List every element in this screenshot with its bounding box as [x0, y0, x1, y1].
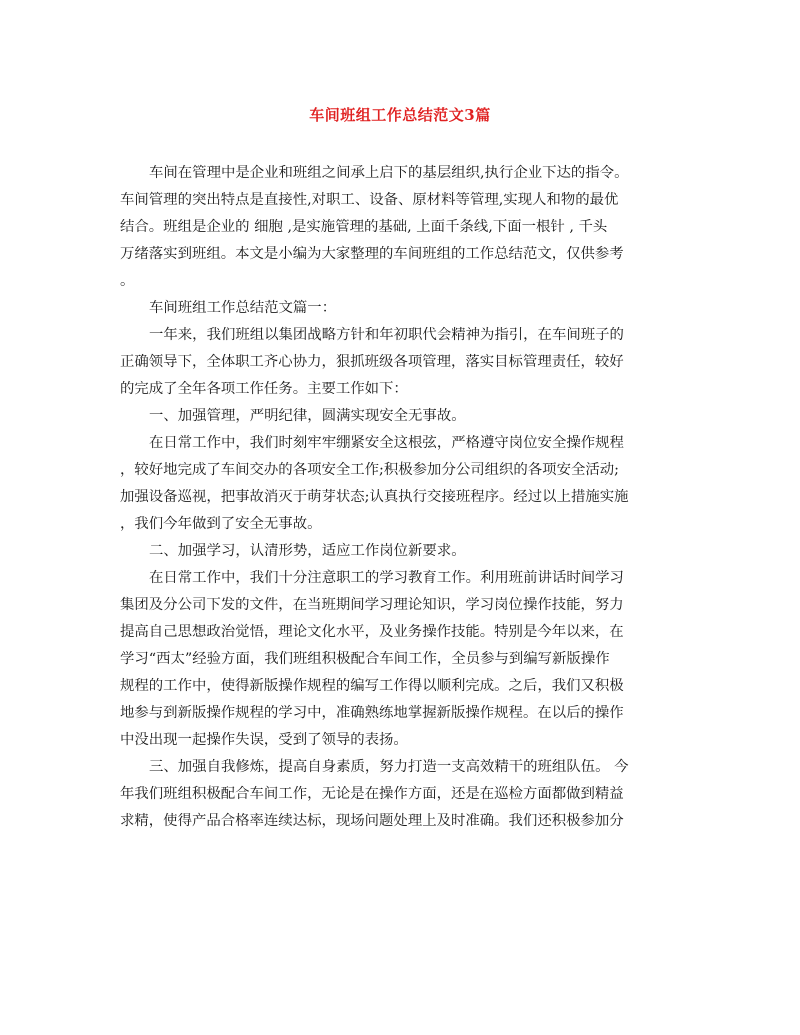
- text-line: 在日常工作中，我们时刻牢牢绷紧安全这根弦，严格遵守岗位安全操作规程: [149, 435, 624, 451]
- text-line: 结合。班组是企业的 细胞 ,是实施管理的基础, 上面千条线,下面一根针 , 千头: [120, 219, 608, 235]
- text-line: 万绪落实到班组。本文是小编为大家整理的车间班组的工作总结范文，仅供参考: [120, 246, 624, 262]
- document-body: [120, 160, 680, 835]
- text-line: 车间管理的突出特点是直接性,对职工、设备、原材料等管理,实现人和物的最优: [120, 192, 619, 208]
- text-line: 求精，使得产品合格率连续达标，现场问题处理上及时准确。我们还积极参加分: [120, 813, 624, 829]
- text-line: 年我们班组积极配合车间工作，无论是在操作方面，还是在巡检方面都做到精益: [120, 786, 624, 802]
- text-line: 一、加强管理，严明纪律，圆满实现安全无事故。: [149, 408, 466, 424]
- text-line: 地参与到新版操作规程的学习中，准确熟练地掌握新版操作规程。在以后的操作: [120, 705, 624, 721]
- text-line: ，我们今年做到了安全无事故。: [120, 516, 322, 532]
- text-line: 中没出现一起操作失误，受到了领导的表扬。: [120, 732, 408, 748]
- text-line: 集团及分公司下发的文件，在当班期间学习理论知识，学习岗位操作技能，努力: [120, 597, 624, 613]
- document-title: 车间班组工作总结范文3篇: [309, 106, 491, 124]
- text-line: 正确领导下，全体职工齐心协力，狠抓班级各项管理，落实目标管理责任，较好: [120, 354, 624, 370]
- text-line: 加强设备巡视，把事故消灭于萌芽状态;认真执行交接班程序。经过以上措施实施: [120, 489, 629, 505]
- text-line: 在日常工作中，我们十分注意职工的学习教育工作。利用班前讲话时间学习: [149, 570, 624, 586]
- text-line: 的完成了全年各项工作任务。主要工作如下：: [120, 381, 408, 397]
- text-line: 学习“西太”经验方面，我们班组积极配合车间工作，全员参与到编写新版操作: [120, 651, 610, 667]
- text-line: 。: [120, 273, 135, 289]
- text-line: 规程的工作中，使得新版操作规程的编写工作得以顺利完成。之后，我们又积极: [120, 678, 624, 694]
- text-line: 三、加强自我修炼，提高自身素质，努力打造一支高效精干的班组队伍。 今: [149, 759, 629, 775]
- text-line: 二、加强学习，认清形势，适应工作岗位新要求。: [149, 543, 466, 559]
- text-line: 车间班组工作总结范文篇一：: [149, 300, 337, 316]
- text-line: 一年来，我们班组以集团战略方针和年初职代会精神为指引，在车间班子的: [149, 327, 624, 343]
- text-line: ，较好地完成了车间交办的各项安全工作;积极参加分公司组织的各项安全活动;: [120, 462, 619, 478]
- text-line: 提高自己思想政治觉悟，理论文化水平，及业务操作技能。特别是今年以来，在: [120, 624, 624, 640]
- text-line: 车间在管理中是企业和班组之间承上启下的基层组织,执行企业下达的指令。: [149, 165, 629, 181]
